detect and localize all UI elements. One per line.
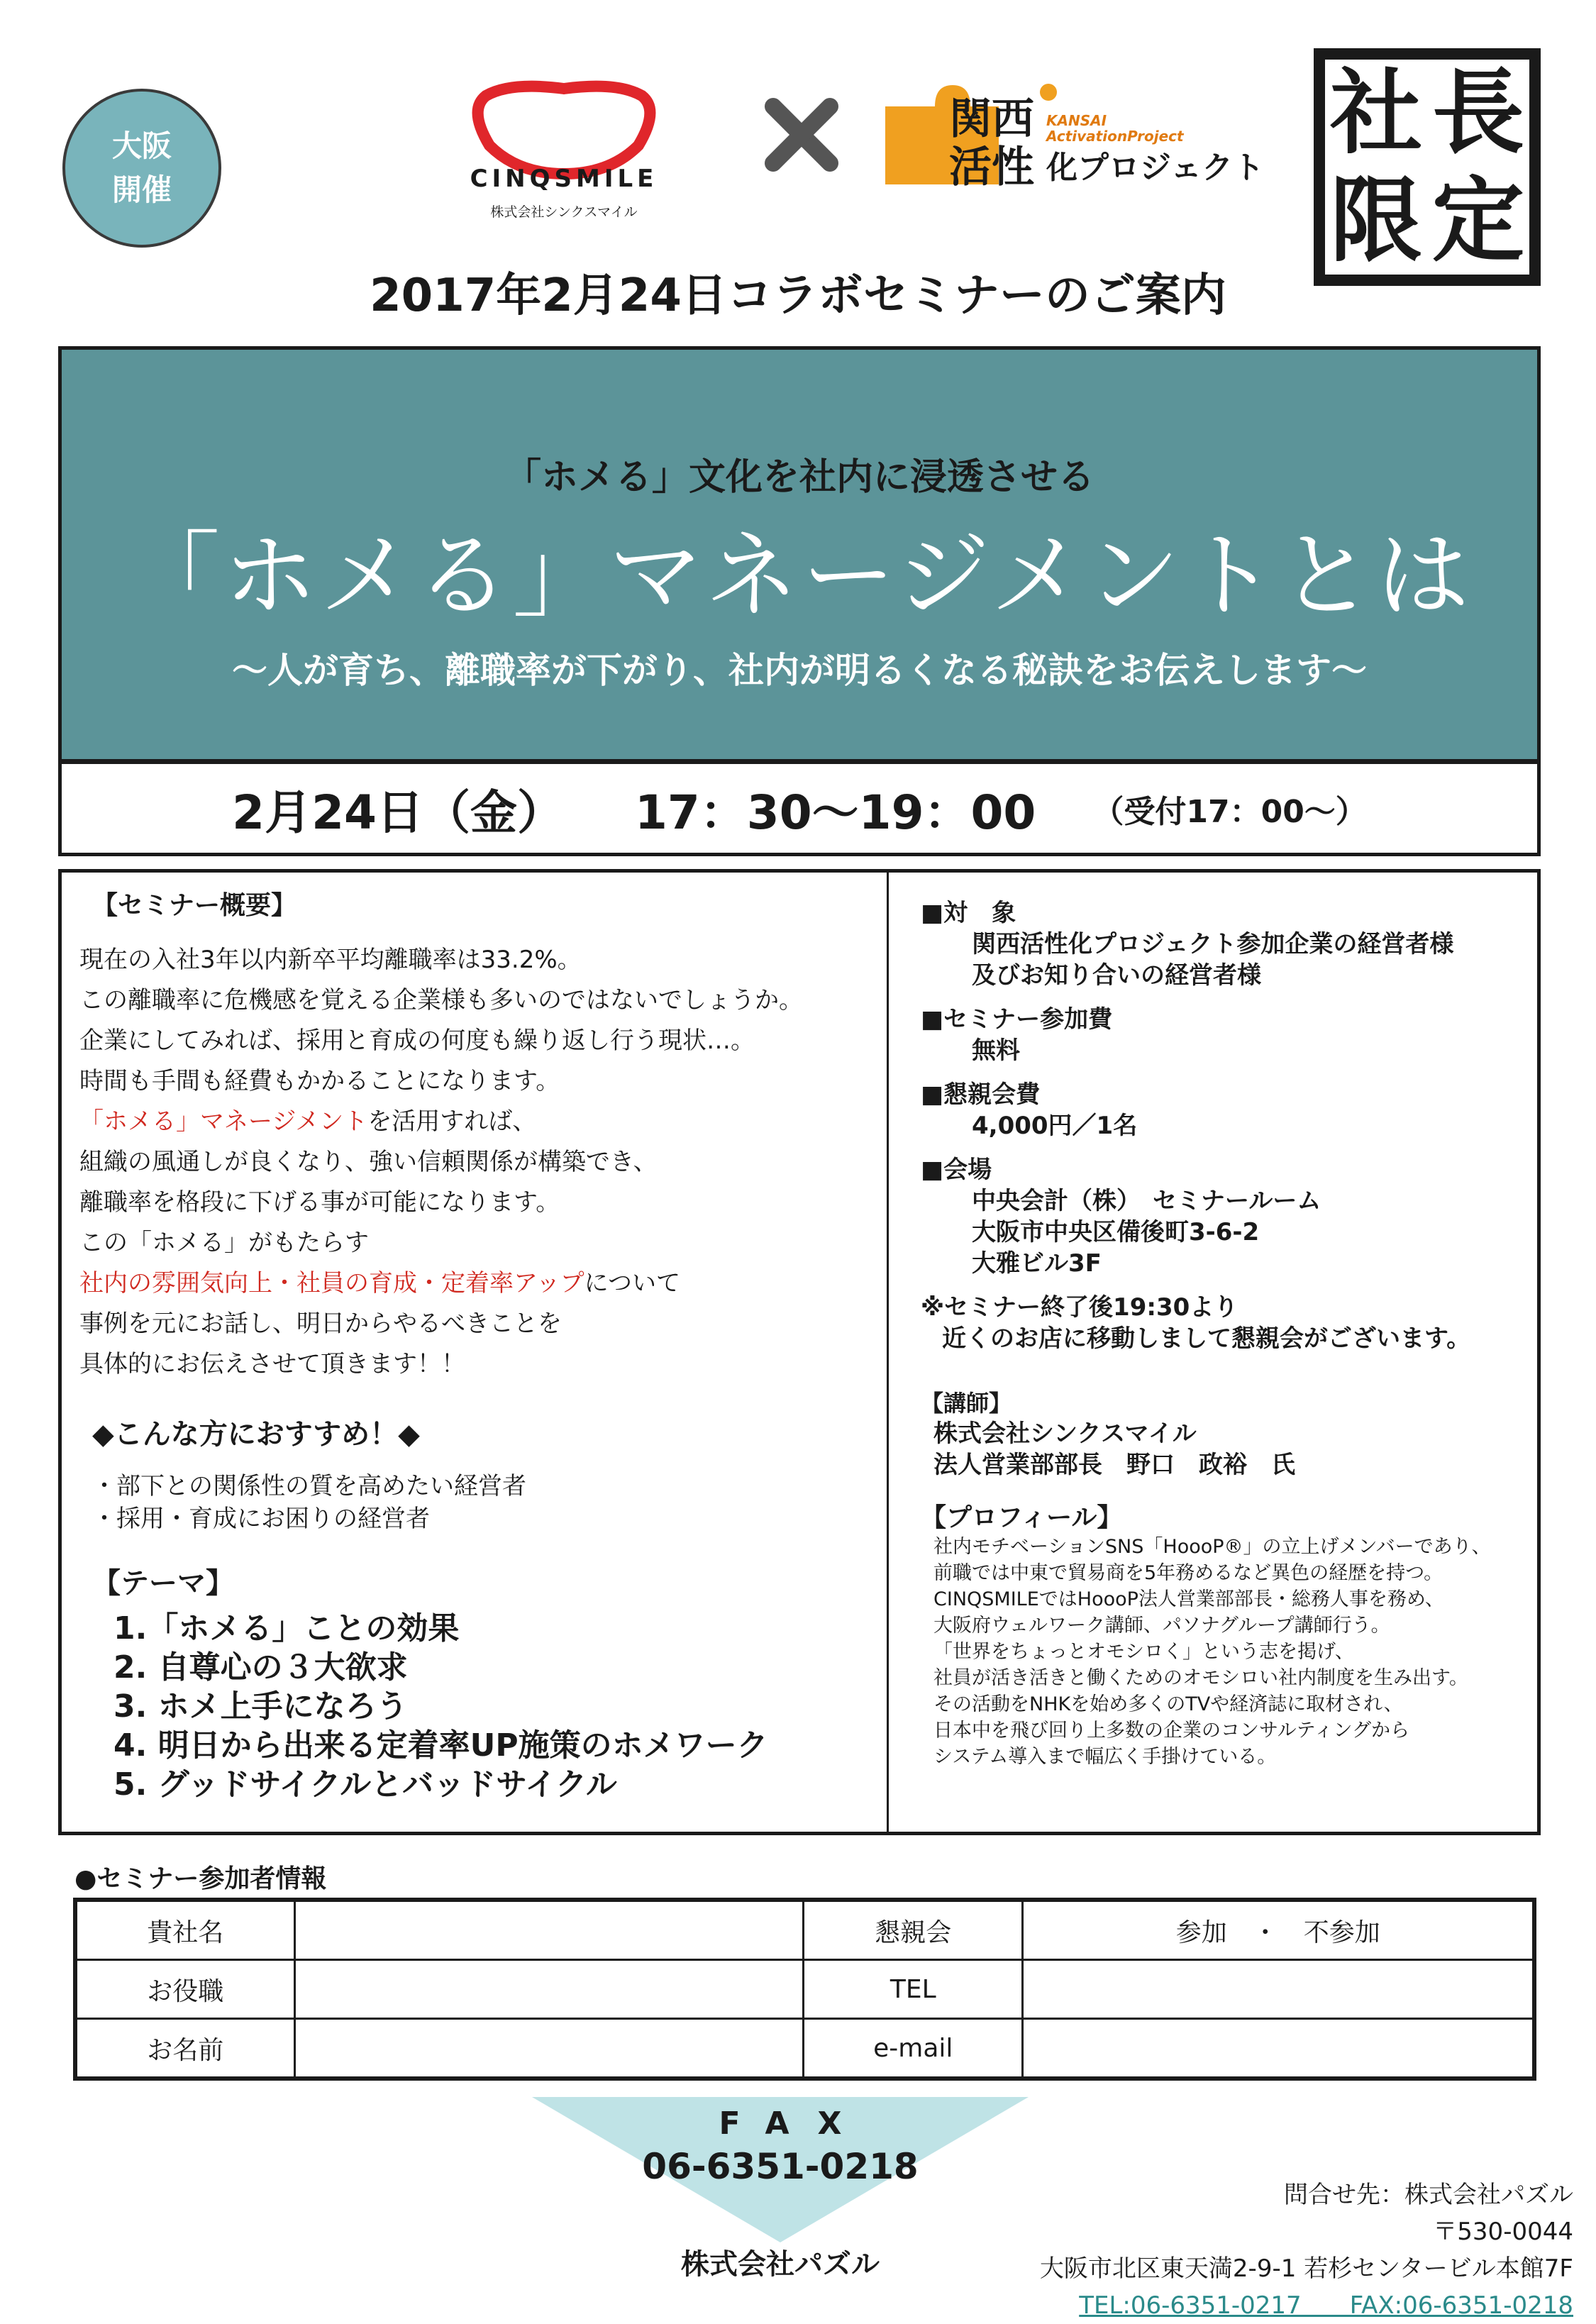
banner-main-title: 「ホメる」マネージメントとは bbox=[126, 521, 1473, 631]
target-heading: ■対 象 bbox=[921, 899, 1016, 927]
party-fee-heading: ■懇親会費 bbox=[921, 1080, 1041, 1109]
fee-heading: ■セミナー参加費 bbox=[921, 1005, 1113, 1034]
participant-form bbox=[73, 1898, 1536, 2081]
list-item: ・部下との関係性の質を高めたい経営者 bbox=[92, 1472, 526, 1500]
cinqsmile-subname: 株式会社シンクスマイル bbox=[490, 204, 638, 220]
company-field[interactable] bbox=[294, 1900, 804, 1960]
profile-text: 社内モチベーションSNS「HoooP®」の立上げメンバーであり、 前職では中東で貿易商を5年務めるなど異色の経歴を持つ。 CINQSMILEではHoooP法人営業部部長・総務人事を務め、 大阪府ウェルワーク講師、パソナグループ講師行う。 「世界をちょっとオモシロく」という志を掲げ、 社員が活き活きと働くためのオモシロい社内制度を生み出す。 その活動をNHKを始め多くのTVや経済誌に取材され、 日本中を飛び回り上多数の企業のコンサルティングから システム導入まで幅広く手掛けている。 bbox=[933, 1536, 1491, 1768]
banner-subtitle: 「ホメる」文化を社内に浸透させる bbox=[504, 456, 1095, 499]
list-item: 2. 自尊心の３大欲求 bbox=[113, 1649, 408, 1686]
recommend-heading: ◆こんな方におすすめ！◆ bbox=[92, 1418, 420, 1451]
table-row bbox=[75, 2019, 1534, 2079]
list-item: ・採用・育成にお困りの経営者 bbox=[92, 1505, 430, 1533]
kansai-logo-text-1: 関西 bbox=[949, 94, 1034, 144]
form-heading: ●セミナー参加者情報 bbox=[74, 1864, 327, 1893]
party-attendance-field[interactable]: 参加 ・ 不参加 bbox=[1023, 1900, 1534, 1960]
collab-times-icon bbox=[763, 96, 841, 174]
contact-tel-fax[interactable]: TEL:06-6351-0217 FAX:06-6351-0218 bbox=[1079, 2291, 1573, 2320]
kansai-logo-sub: 化プロジェクト bbox=[1046, 150, 1265, 186]
venue-heading: ■会場 bbox=[921, 1156, 992, 1184]
table-row bbox=[75, 1900, 1534, 1960]
banner-tagline: ～人が育ち、離職率が下がり、社内が明るくなる秘訣をお伝えします～ bbox=[232, 650, 1367, 691]
table-row bbox=[75, 1960, 1534, 2019]
seminar-intro-title: 2017年2月24日コラボセミナーのご案内 bbox=[370, 270, 1226, 322]
cinqsmile-name: CINQSMILE bbox=[470, 165, 658, 193]
seminar-date: 2月24日（金） bbox=[232, 785, 564, 840]
seminar-info: ■対 象 関西活性化プロジェクト参加企業の経営者様 及びお知り合いの経営者様 ■セミナー参加費 無料 ■懇親会費 4,000円／1名 ■会場 中央会計（株） セミナールーム 大阪市中央区備後町3-6-2 大雅ビル3F ※セミナー終了後19:30より 近くのお店に移動しまして懇親会がございます。 【講師】 株式会社シンクスマイル 法人営業部部長 野口 政裕 氏 【プロフィール】 社内モチベーションSNS「HoooP®」の立上げメンバーであり、 前職では中東で貿易商を5年務めるなど異色の経歴を持つ。 CINQSMILEではHoooP法人営業部部長・総務人事を務め、 大阪府ウェルワーク講師、パソナグループ講師行う。 「世界をちょっとオモシロく」という志を掲げ、 社員が活き活きと働くためのオモシロい社内制度を生み出す。 その活動をNHKを始め多くのTVや経済誌に取材され、 日本中を飛び回り上多数の企業のコンサルティングから システム導入まで幅広く手掛けている。 bbox=[921, 897, 1524, 1770]
kansai-logo-en-2: ActivationProject bbox=[1046, 128, 1184, 145]
recommend-list bbox=[92, 1470, 526, 1535]
name-field[interactable] bbox=[294, 2019, 804, 2079]
lecturer-name: 法人営業部部長 野口 政裕 氏 bbox=[933, 1451, 1295, 1479]
position-field[interactable] bbox=[294, 1960, 804, 2019]
party-note: ※セミナー終了後19:30より 近くのお店に移動しまして懇親会がございます。 bbox=[921, 1293, 1471, 1353]
osaka-badge: 大阪 開催 bbox=[62, 89, 221, 248]
fax-company: 株式会社パズル bbox=[681, 2248, 880, 2281]
list-item: 3. ホメ上手になろう bbox=[113, 1688, 408, 1725]
overview-heading: 【セミナー概要】 bbox=[92, 891, 297, 920]
kansai-logo-en-1: KANSAI bbox=[1046, 112, 1107, 129]
email-field[interactable] bbox=[1023, 2019, 1534, 2079]
seminar-time: 17：30～19：00 bbox=[634, 785, 1036, 840]
contact-info: 問合せ先：株式会社パズル 〒530-0044 大阪市北区東天満2-9-1 若杉センタービル本館7F TEL:06-6351-0217 FAX:06-6351-0218 bbox=[1040, 2176, 1573, 2324]
list-item: 1.「ホメる」ことの効果 bbox=[113, 1610, 460, 1647]
profile-heading: 【プロフィール】 bbox=[921, 1503, 1123, 1532]
kansai-logo-text-2: 活性 bbox=[949, 143, 1034, 192]
tel-field[interactable] bbox=[1023, 1960, 1534, 2019]
fax-label: FAX bbox=[719, 2106, 870, 2142]
party-label: 懇親会 bbox=[804, 1900, 1023, 1960]
email-label: e-mail bbox=[804, 2019, 1023, 2079]
theme-list bbox=[113, 1609, 768, 1804]
date-box bbox=[58, 760, 1541, 856]
fax-number: 06-6351-0218 bbox=[642, 2146, 919, 2187]
list-item: 5. グッドサイクルとバッドサイクル bbox=[113, 1766, 617, 1803]
position-label: お役職 bbox=[75, 1960, 294, 2019]
company-label: 貴社名 bbox=[75, 1900, 294, 1960]
name-label: お名前 bbox=[75, 2019, 294, 2079]
theme-heading: 【テーマ】 bbox=[92, 1567, 234, 1600]
lecturer-company: 株式会社シンクスマイル bbox=[933, 1420, 1197, 1448]
overview-text: 現在の入社3年以内新卒平均離職率は33.2%。 この離職率に危機感を覚える企業様も多いのではないでしょうか。 企業にしてみれば、採用と育成の何度も繰り返し行う現状…。 時間も手間も経費もかかることになります。 「ホメる」マネージメントを活用すれば、 組織の風通しが良くなり、強い信頼関係が構築でき、 離職率を格段に下げる事が可能になります。 この「ホメる」がもたらす 社内の雰囲気向上・社員の育成・定着率アップについて 事例を元にお話し、明日からやるべきことを 具体的にお伝えさせて頂きます！！ bbox=[79, 946, 803, 1378]
tel-label: TEL bbox=[804, 1960, 1023, 2019]
list-item: 4. 明日から出来る定着率UP施策のホメワーク bbox=[113, 1727, 768, 1764]
president-only-stamp: 社 長 限 定 bbox=[1314, 48, 1541, 286]
column-divider bbox=[887, 873, 889, 1832]
reception-time: （受付17：00～） bbox=[1092, 793, 1367, 830]
lecturer-heading: 【講師】 bbox=[921, 1390, 1012, 1417]
cinqsmile-logo-icon bbox=[468, 67, 660, 223]
